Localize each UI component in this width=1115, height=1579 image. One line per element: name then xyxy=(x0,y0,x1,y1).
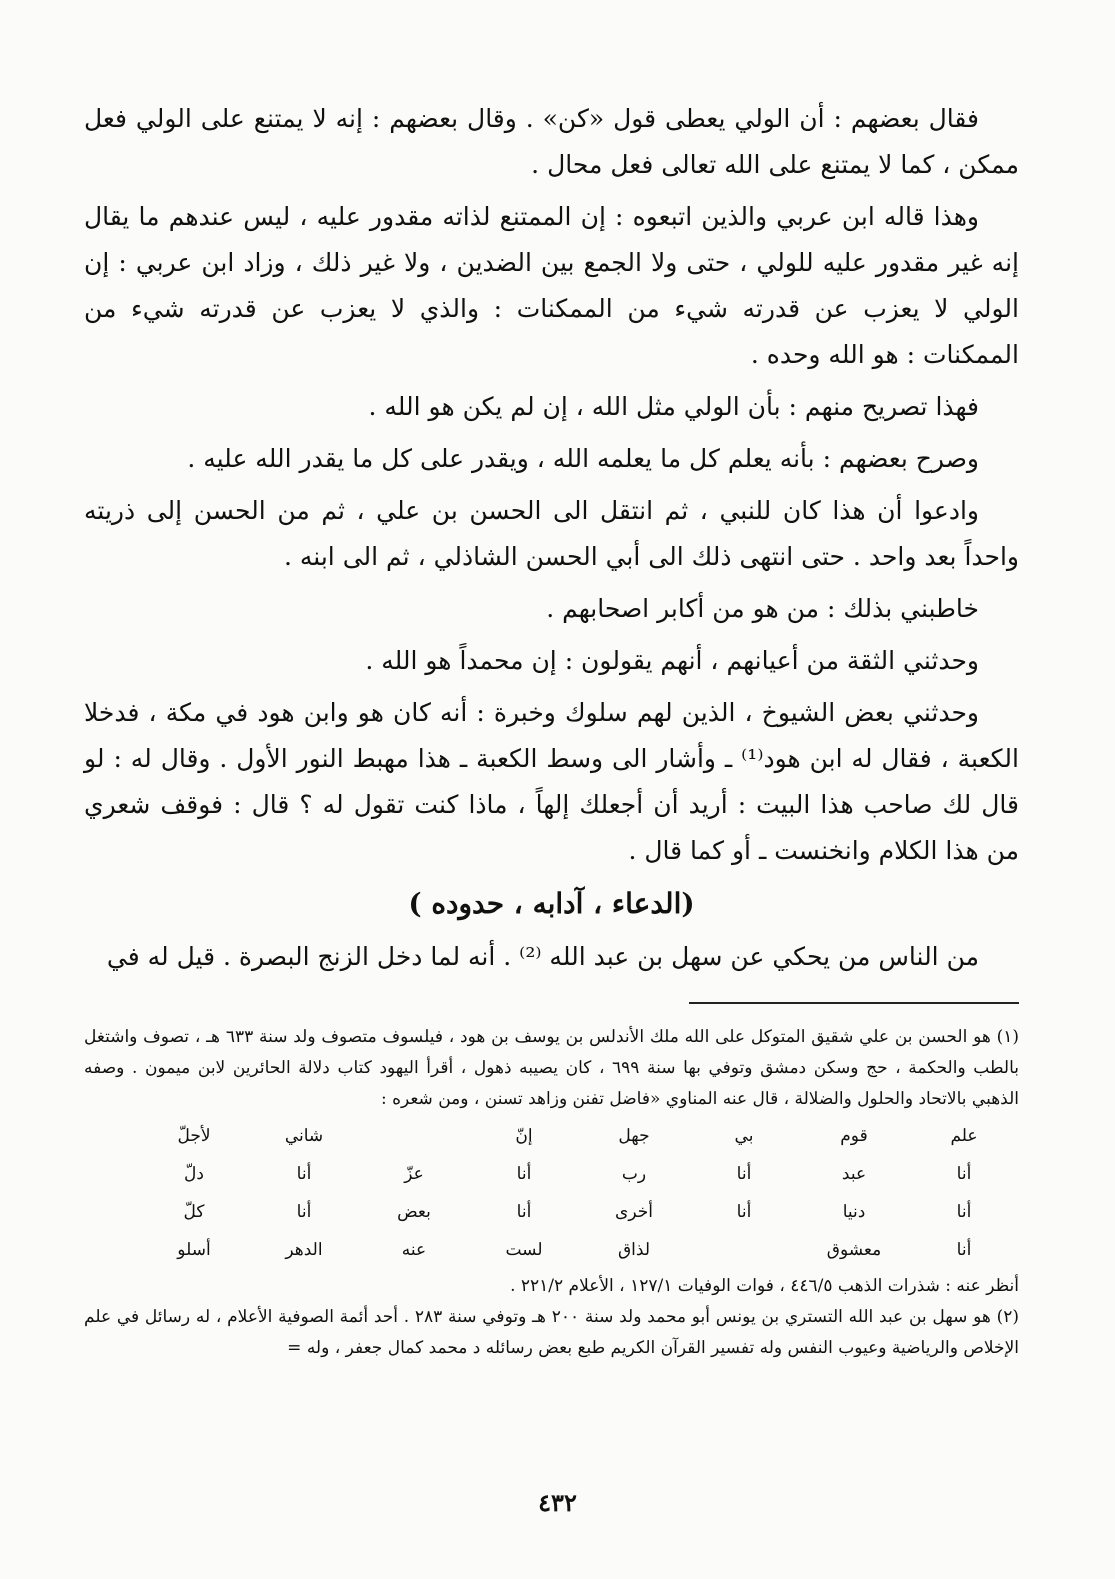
poem-word: قوم xyxy=(840,1126,868,1146)
poem-word: أسلو xyxy=(177,1240,211,1260)
paragraph-4: وصرح بعضهم : بأنه يعلم كل ما يعلمه الله ، ويقدر على كل ما يقدر الله عليه . xyxy=(187,444,979,473)
poem-word: عبد xyxy=(841,1164,867,1184)
poem-word: عنه xyxy=(401,1240,427,1260)
poem-word: دلّ xyxy=(184,1164,204,1184)
paragraph-1: فقال بعضهم : أن الولي يعطى قول «كن» . وقال بعضهم : إنه لا يمتنع على الولي فعل ممكن ، كما لا يمتنع على الله تعالى فعل محال . xyxy=(84,104,1019,179)
poem-word: أنا xyxy=(296,1164,312,1184)
paragraph-5: وادعوا أن هذا كان للنبي ، ثم انتقل الى الحسن بن علي ، ثم من الحسن إلى ذريته واحداً بعد واحد . حتى انتهى ذلك الى أبي الحسن الشاذلي ، ثم الى ابنه . xyxy=(84,496,1019,571)
footnotes xyxy=(84,1022,1019,1364)
paragraph-8: وحدثني بعض الشيوخ ، الذين لهم سلوك وخبرة : أنه كان هو وابن هود في مكة ، فدخلا الكعبة ، فقال له ابن هود⁽¹⁾ ـ وأشار الى وسط الكعبة ـ هذا مهبط النور الأول . وقال له : لو قال لك صاحب هذا البيت : أريد أن أجعلك إلهاً ، ماذا كنت تقول له ؟ قال : فوقف شعري من هذا الكلام وانخنست ـ أو كما قال . xyxy=(84,698,1019,865)
poem-word xyxy=(359,1119,469,1153)
poem-word: أنا xyxy=(516,1164,532,1184)
poem-word: جهل xyxy=(618,1126,650,1146)
poem-word: علم xyxy=(950,1126,978,1146)
poem-word xyxy=(689,1233,799,1267)
paragraph-7: وحدثني الثقة من أعيانهم ، أنهم يقولون : إن محمداً هو الله . xyxy=(365,646,979,675)
poem-word: أخرى xyxy=(615,1202,653,1222)
page-number: ٤٣٢ xyxy=(538,1488,577,1517)
section-heading: (الدعاء ، آدابه ، حدوده ) xyxy=(408,887,695,920)
poem-word: معشوق xyxy=(826,1240,882,1260)
poem-word: أنا xyxy=(736,1202,752,1222)
poem-word: أنا xyxy=(296,1202,312,1222)
paragraph-9: من الناس من يحكي عن سهل بن عبد الله ⁽²⁾ . أنه لما دخل الزنج البصرة . قيل له في xyxy=(106,942,979,971)
poem-word: إنّ xyxy=(515,1126,533,1146)
poem-word: أنا xyxy=(956,1240,972,1260)
poem-word: أنا xyxy=(956,1164,972,1184)
poem-word: أنا xyxy=(516,1202,532,1222)
poem-word: أنا xyxy=(956,1202,972,1222)
poem-word: لذاق xyxy=(617,1240,651,1260)
footnote-1: (١) هو الحسن بن علي شقيق المتوكل على الله ملك الأندلس بن يوسف بن هود ، فيلسوف متصوف ولد سنة ٦٣٣ هـ ، تصوف واشتغل بالطب والحكمة ، حج وسكن دمشق وتوفي بها سنة ٦٩٩ ، كان يصيبه ذهول ، أقرأ اليهود كتاب دلالة الحائرين لابن ميمون . وصفه الذهبي بالاتحاد والحلول والضلالة ، قال عنه المناوي «فاضل تفنن وزاهد تسنن ، ومن شعره : xyxy=(84,1027,1020,1109)
footnote-2: (٢) هو سهل بن عبد الله التستري بن يونس أبو محمد ولد سنة ٢٠٠ هـ وتوفي سنة ٢٨٣ . أحد أئمة الصوفية الأعلام ، له رسائل في علم الإخلاص والرياضية وعيوب النفس وله تفسير القرآن الكريم طبع بعض رسائله د محمد كمال جعفر ، وله = xyxy=(84,1307,1019,1358)
main-text xyxy=(84,96,1019,980)
poem-word: بي xyxy=(734,1126,754,1146)
footnote-1-sources: أنظر عنه : شذرات الذهب ٤٤٦/٥ ، فوات الوفيات ١٢٧/١ ، الأعلام ٢٢١/٢ . xyxy=(510,1276,1019,1296)
footnote-divider xyxy=(689,1002,1019,1004)
poem-word: كلّ xyxy=(183,1202,205,1222)
poem-word: شاني xyxy=(284,1126,324,1146)
poem-word: الدهر xyxy=(285,1240,323,1260)
poem-word: لأجلّ xyxy=(177,1126,211,1146)
poem-word: رب xyxy=(621,1164,647,1184)
poem-word: عزّ xyxy=(404,1164,424,1184)
poem-word: بعض xyxy=(397,1202,431,1222)
footnote-poem xyxy=(139,1119,1019,1267)
paragraph-6: خاطبني بذلك : من هو من أكابر اصحابهم . xyxy=(546,594,979,623)
paragraph-3: فهذا تصريح منهم : بأن الولي مثل الله ، إن لم يكن هو الله . xyxy=(368,392,979,421)
poem-word: أنا xyxy=(736,1164,752,1184)
paragraph-2: وهذا قاله ابن عربي والذين اتبعوه : إن الممتنع لذاته مقدور عليه ، ليس عندهم ما يقال إنه غير مقدور عليه للولي ، حتى ولا الجمع بين الضدين ، ولا غير ذلك ، وزاد ابن عربي : إن الولي لا يعزب عن قدرته شيء من الممكنات : والذي لا يعزب عن قدرته شيء من الممكنات : هو الله وحده . xyxy=(84,202,1019,369)
poem-word: دنيا xyxy=(842,1202,866,1222)
poem-word: لست xyxy=(505,1240,543,1260)
